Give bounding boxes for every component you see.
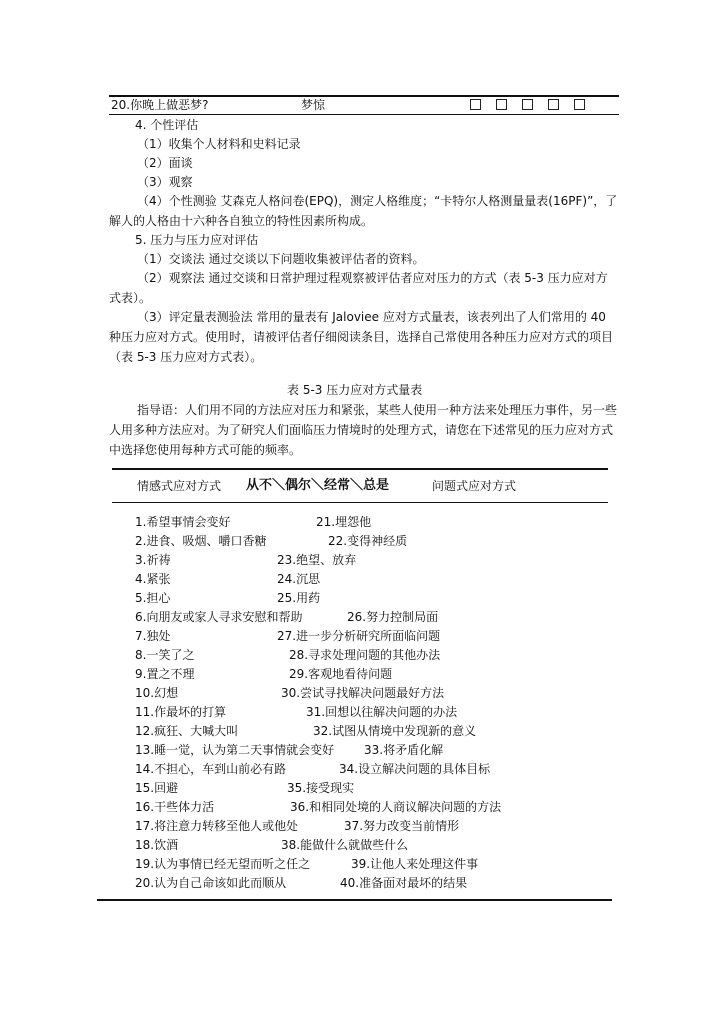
right-item: 31.回想以往解决问题的办法	[306, 705, 458, 719]
left-item: 4.紧张	[135, 572, 171, 586]
section4-item-3: （3）观察	[137, 175, 193, 189]
left-item: 5.担心	[135, 591, 171, 605]
right-item: 27.进一步分析研究所面临问题	[277, 629, 441, 643]
checkbox-3[interactable]	[522, 99, 533, 110]
header-middle: 从不＼偶尔＼经常＼总是	[246, 478, 390, 493]
table-caption: 表 5-3 压力应对方式量表	[287, 383, 423, 397]
left-item: 1.希望事情会变好	[135, 515, 231, 529]
right-item: 37.努力改变当前情形	[344, 819, 460, 833]
left-item: 9.置之不理	[135, 667, 195, 681]
section4-title: 4. 个性评估	[135, 118, 199, 132]
left-item: 16.干些体力活	[135, 800, 215, 814]
checkbox-4[interactable]	[548, 99, 559, 110]
left-item: 18.饮酒	[135, 838, 179, 852]
table-instruction: 指导语：人们用不同的方法应对压力和紧张，某些人使用一种方法来处理压力事件，另一些人用多种方法应对。为了研究人们面临压力情境时的处理方式，请您在下述常见的压力应对方式中选择您使用每种方式可能的频率。	[109, 403, 618, 457]
q20-checkboxes	[470, 96, 600, 114]
section5-item-3: （3）评定量表测验法 常用的量表有 Jaloviee 应对方式量表，该表列出了人们常用的 40 种压力应对方式。使用时，请被评估者仔细阅读条目，选择自己常使用各种压力应对方式的项目（表 5-3 压力应对方式表）。	[109, 310, 614, 364]
left-item: 13.睡一觉，认为第二天事情就会变好	[135, 743, 335, 757]
left-item: 7.独处	[135, 629, 171, 643]
q20-question: 20.你晚上做恶梦?	[111, 98, 209, 112]
right-item: 29.客观地看待问题	[289, 667, 393, 681]
right-item: 25.用药	[277, 591, 321, 605]
right-item: 35.接受现实	[287, 781, 355, 795]
table-top-rule	[112, 468, 608, 470]
right-item: 22.变得神经质	[328, 534, 408, 548]
left-item: 20.认为自己命该如此而顺从	[135, 876, 287, 890]
left-item: 2.进食、吸烟、嚼口香糖	[135, 534, 267, 548]
q20-answer: 梦惊	[301, 98, 326, 112]
right-item: 34.设立解决问题的具体目标	[339, 762, 491, 776]
checkbox-2[interactable]	[496, 99, 507, 110]
left-item: 3.祈祷	[135, 553, 171, 567]
right-item: 24.沉思	[277, 572, 321, 586]
right-item: 26.努力控制局面	[347, 610, 439, 624]
right-item: 38.能做什么就做些什么	[281, 838, 409, 852]
checkbox-5[interactable]	[574, 99, 585, 110]
left-item: 6.向朋友或家人寻求安慰和帮助	[135, 610, 303, 624]
left-item: 11.作最坏的打算	[135, 705, 227, 719]
right-item: 33.将矛盾化解	[364, 743, 444, 757]
section5-item-1: （1）交谈法 通过交谈以下问题收集被评估者的资料。	[137, 252, 425, 266]
header-right: 问题式应对方式	[432, 479, 517, 493]
left-item: 10.幻想	[135, 686, 179, 700]
right-item: 28.寻求处理问题的其他办法	[289, 648, 441, 662]
left-item: 17.将注意力转移至他人或他处	[135, 819, 299, 833]
right-item: 21.埋怨他	[316, 515, 372, 529]
header-left: 情感式应对方式	[137, 479, 222, 493]
checkbox-1[interactable]	[470, 99, 481, 110]
right-item: 39.让他人来处理这件事	[351, 857, 479, 871]
right-item: 32.试图从情境中发现新的意义	[313, 724, 477, 738]
table-bottom-rule	[97, 899, 612, 901]
section4-item-2: （2）面谈	[137, 156, 193, 170]
section5-title: 5. 压力与压力应对评估	[135, 233, 259, 247]
table-header-rule	[112, 502, 608, 503]
right-item: 30.尝试寻找解决问题最好方法	[281, 686, 445, 700]
left-item: 19.认为事情已经无望而听之任之	[135, 857, 311, 871]
left-item: 15.回避	[135, 781, 179, 795]
left-item: 12.疯狂、大喊大叫	[135, 724, 239, 738]
left-item: 14.不担心，车到山前必有路	[135, 762, 287, 776]
left-item: 8.一笑了之	[135, 648, 195, 662]
right-item: 40.准备面对最坏的结果	[340, 876, 468, 890]
section4-item-1: （1）收集个人材料和史料记录	[137, 137, 301, 151]
section4-item-4: （4）个性测验 艾森克人格问卷(EPQ)，测定人格维度；“卡特尔人格测量量表(16PF)”，了解人的人格由十六种各自独立的特性因素所构成。	[109, 194, 618, 228]
right-item: 23.绝望、放弃	[277, 553, 357, 567]
right-item: 36.和相同处境的人商议解决问题的方法	[290, 800, 502, 814]
section5-item-2: （2）观察法 通过交谈和日常护理过程观察被评估者应对压力的方式（表 5-3 压力应对方式表）。	[109, 271, 608, 305]
